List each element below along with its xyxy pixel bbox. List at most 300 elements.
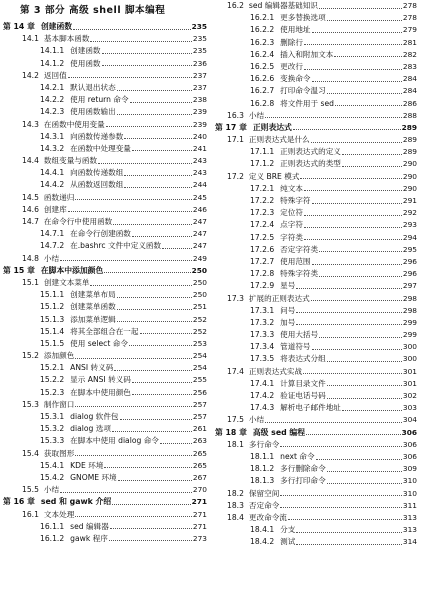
toc-dot-leader	[265, 111, 402, 118]
toc-entry-number: 16.2.7	[250, 86, 275, 96]
toc-entry-page: 257	[192, 412, 207, 421]
toc-entry-title: 定位符	[280, 208, 303, 218]
toc-entry-page: 288	[402, 110, 417, 120]
toc-entry-page: 246	[192, 204, 207, 214]
toc-dot-leader	[296, 526, 402, 533]
toc-entry-title: 多行命令	[248, 439, 280, 449]
toc-entry-title: sed 编辑器	[70, 521, 109, 531]
toc-section-row	[3, 253, 207, 265]
toc-section-row	[215, 110, 417, 122]
toc-entry-page: 290	[402, 159, 417, 169]
toc-section-row	[3, 155, 207, 167]
part-title: 第 3 部分 高级 shell 脚本编程	[20, 5, 166, 16]
toc-dot-leader	[312, 26, 402, 33]
toc-entry-title: 使用 return 命令	[70, 95, 129, 105]
toc-entry-page: 297	[402, 281, 417, 291]
toc-section-row	[215, 512, 417, 524]
toc-right-column	[215, 0, 417, 548]
toc-entry-number: 17.1.1	[250, 147, 275, 157]
toc-entry-title: 多行打印命令	[280, 476, 326, 486]
toc-entry-number: 16.1.1	[40, 521, 65, 531]
toc-entry-page: 281	[402, 37, 417, 47]
toc-dot-leader	[327, 392, 402, 399]
toc-subsection-row	[215, 353, 417, 365]
toc-entry-title: 小结	[43, 485, 60, 495]
toc-dot-leader	[68, 205, 192, 212]
toc-entry-number: 18.1.2	[250, 464, 275, 474]
toc-entry-title: 更改命令流	[248, 512, 287, 522]
toc-entry-title: 小结	[248, 415, 265, 425]
toc-entry-title: GNOME 环境	[70, 472, 117, 482]
toc-chapter-row	[3, 496, 207, 508]
toc-entry-number: 17.4.3	[250, 403, 275, 413]
toc-entry-title: 数组变量与函数	[43, 156, 98, 166]
toc-entry-page: 289	[402, 147, 417, 157]
toc-entry-number: 18.1	[227, 439, 244, 449]
toc-entry-title: 正则表达式实战	[248, 366, 303, 376]
toc-entry-number: 15.1.2	[40, 302, 65, 312]
toc-subsection-row	[3, 435, 207, 447]
toc-dot-leader	[110, 522, 192, 529]
toc-dot-leader	[98, 157, 192, 164]
toc-dot-leader	[306, 428, 401, 435]
toc-entry-title: 在脚本中使用颜色	[70, 387, 131, 397]
toc-entry-page: 299	[402, 330, 417, 340]
toc-dot-leader	[300, 172, 401, 179]
toc-section-row	[215, 293, 417, 305]
toc-entry-number: 18.4.1	[250, 525, 275, 535]
toc-subsection-row	[215, 378, 417, 390]
toc-section-row	[3, 119, 207, 131]
toc-entry-number: 17.3	[227, 293, 244, 303]
toc-dot-leader	[303, 367, 402, 374]
toc-entry-title: sed 和 gawk 介绍	[40, 497, 112, 507]
toc-dot-leader	[293, 123, 401, 130]
toc-entry-number: 16.1.2	[40, 533, 65, 543]
toc-right-list	[215, 0, 417, 548]
toc-entry-number: 17.2.4	[250, 220, 275, 230]
toc-entry-page: 235	[192, 46, 207, 56]
toc-subsection-row	[3, 240, 207, 252]
toc-entry-number: 第 18 章	[215, 427, 247, 437]
toc-section-row	[3, 350, 207, 362]
toc-entry-page: 278	[402, 1, 417, 10]
toc-subsection-row	[3, 143, 207, 155]
toc-subsection-row	[215, 463, 417, 475]
toc-entry-title: 否定命令	[248, 500, 280, 510]
toc-entry-page: 298	[402, 293, 417, 303]
toc-dot-leader	[75, 193, 192, 200]
toc-entry-number: 17.2.9	[250, 281, 275, 291]
toc-dot-leader	[334, 50, 402, 57]
toc-section-row	[215, 366, 417, 378]
toc-entry-title: 添加菜单逻辑	[70, 314, 116, 324]
toc-entry-page: 237	[192, 70, 207, 80]
toc-entry-page: 247	[192, 217, 207, 226]
toc-entry-page: 291	[402, 196, 417, 205]
toc-subsection-row	[3, 387, 207, 399]
toc-dot-leader	[319, 331, 402, 338]
toc-entry-page: 252	[192, 314, 207, 324]
toc-entry-page: 306	[401, 427, 417, 437]
toc-dot-leader	[118, 474, 192, 481]
toc-entry-number: 17.2.1	[250, 183, 275, 193]
toc-section-row	[215, 488, 417, 500]
toc-entry-page: 306	[402, 439, 417, 449]
toc-subsection-row	[215, 98, 417, 110]
toc-entry-title: gawk 程序	[70, 533, 108, 543]
toc-subsection-row	[3, 167, 207, 179]
toc-dot-leader	[124, 132, 192, 139]
toc-entry-number: 17.4.1	[250, 378, 275, 388]
toc-entry-page: 311	[402, 500, 417, 510]
toc-entry-page: 271	[192, 509, 207, 519]
toc-entry-title: 基本脚本函数	[43, 34, 90, 44]
toc-dot-leader	[90, 279, 191, 286]
toc-dot-leader	[312, 197, 402, 204]
toc-entry-number: 15.2	[22, 351, 39, 361]
toc-entry-number: 17.2.2	[250, 196, 275, 205]
toc-subsection-row	[3, 131, 207, 143]
toc-section-row	[215, 0, 417, 12]
toc-dot-leader	[312, 75, 402, 82]
toc-dot-leader	[304, 221, 402, 228]
toc-dot-leader	[327, 465, 402, 472]
toc-subsection-row	[3, 94, 207, 106]
toc-subsection-row	[3, 228, 207, 240]
toc-entry-number: 17.2	[227, 171, 244, 181]
toc-left-list	[3, 21, 207, 545]
toc-entry-title: 将表达式分组	[280, 354, 326, 364]
toc-dot-leader	[304, 209, 402, 216]
toc-entry-page: 254	[192, 351, 207, 361]
toc-entry-title: 添加颜色	[43, 351, 75, 361]
toc-entry-page: 284	[402, 86, 417, 96]
toc-entry-page: 257	[192, 399, 207, 409]
toc-entry-title: 删除行	[280, 37, 303, 47]
toc-entry-number: 14.1	[22, 34, 39, 44]
toc-entry-number: 18.4	[227, 512, 244, 522]
toc-entry-title: 变换命令	[280, 74, 311, 84]
toc-entry-title: 问号	[280, 305, 296, 315]
toc-entry-number: 17.2.5	[250, 232, 275, 242]
toc-entry-page: 289	[402, 135, 417, 145]
toc-dot-leader	[90, 35, 191, 42]
toc-subsection-row	[215, 146, 417, 158]
toc-section-row	[3, 448, 207, 460]
toc-entry-title: 星号	[280, 281, 296, 291]
toc-section-row	[3, 509, 207, 521]
toc-dot-leader	[296, 318, 402, 325]
toc-entry-page: 236	[192, 58, 207, 68]
toc-dot-leader	[327, 477, 402, 484]
toc-entry-page: 252	[192, 326, 207, 336]
toc-entry-page: 241	[192, 143, 207, 153]
toc-entry-title: 特殊字符	[280, 196, 311, 205]
toc-dot-leader	[319, 270, 402, 277]
toc-entry-page: 303	[402, 403, 417, 413]
toc-dot-leader	[327, 87, 402, 94]
toc-entry-title: 纯文本	[280, 183, 303, 193]
toc-subsection-row	[215, 183, 417, 195]
toc-entry-title: 函数递归	[43, 192, 75, 202]
toc-entry-page: 250	[192, 290, 207, 300]
toc-dot-leader	[316, 453, 402, 460]
toc-entry-page: 239	[192, 107, 207, 117]
toc-entry-page: 267	[192, 472, 207, 482]
toc-entry-page: 292	[402, 208, 417, 218]
toc-dot-leader	[120, 413, 192, 420]
toc-entry-title: 计算目录文件	[280, 378, 326, 388]
toc-dot-leader	[304, 38, 402, 45]
toc-dot-leader	[280, 501, 402, 508]
toc-entry-title: next 命令	[280, 451, 315, 461]
toc-dot-leader	[311, 136, 402, 143]
toc-entry-title: 从函数返回数组	[70, 180, 124, 190]
toc-entry-title: 使用 select 命令	[70, 338, 128, 348]
toc-dot-leader	[117, 84, 192, 91]
toc-left-column	[3, 0, 207, 545]
toc-subsection-row	[215, 244, 417, 256]
toc-entry-title: 显示 ANSI 转义码	[70, 375, 131, 385]
toc-entry-page: 301	[402, 366, 417, 376]
toc-section-row	[215, 134, 417, 146]
toc-dot-leader	[280, 489, 402, 496]
toc-entry-title: 在命令行中使用函数	[43, 217, 113, 226]
toc-dot-leader	[304, 63, 402, 70]
toc-entry-title: 否定字符类	[280, 244, 319, 254]
toc-entry-title: 默认退出状态	[70, 82, 116, 92]
toc-entry-number: 18.2	[227, 488, 244, 498]
toc-entry-number: 16.2.8	[250, 98, 275, 108]
toc-dot-leader	[132, 388, 192, 395]
toc-entry-page: 255	[192, 375, 207, 385]
toc-entry-page: 245	[192, 192, 207, 202]
toc-subsection-row	[215, 158, 417, 170]
toc-dot-leader	[296, 306, 402, 313]
toc-dot-leader	[117, 108, 192, 115]
toc-entry-page: 250	[191, 265, 207, 275]
toc-subsection-row	[3, 314, 207, 326]
toc-dot-leader	[104, 461, 192, 468]
toc-entry-title: sed 编辑器基础知识	[248, 1, 318, 10]
toc-entry-page: 309	[402, 464, 417, 474]
toc-dot-leader	[124, 169, 192, 176]
toc-entry-number: 14.7.1	[40, 229, 65, 239]
toc-entry-number: 15.4	[22, 448, 39, 458]
toc-entry-page: 301	[402, 378, 417, 388]
toc-entry-number: 16.1	[22, 509, 39, 519]
toc-dot-leader	[117, 303, 192, 310]
toc-entry-title: 点字符	[280, 220, 303, 230]
toc-entry-title: 在命令行创建函数	[70, 229, 131, 239]
toc-subsection-row	[215, 207, 417, 219]
toc-entry-number: 第 16 章	[3, 497, 35, 507]
toc-entry-page: 237	[192, 82, 207, 92]
toc-entry-page: 263	[192, 436, 207, 446]
toc-entry-page: 254	[192, 363, 207, 373]
toc-subsection-row	[3, 374, 207, 386]
toc-entry-number: 14.2	[22, 70, 39, 80]
toc-section-row	[3, 277, 207, 289]
toc-entry-number: 17.2.8	[250, 269, 275, 279]
toc-entry-number: 17.2.3	[250, 208, 275, 218]
toc-entry-number: 17.4.2	[250, 391, 275, 400]
toc-entry-page: 294	[402, 232, 417, 242]
toc-dot-leader	[109, 534, 192, 541]
toc-entry-number: 15.3.2	[40, 424, 65, 434]
toc-entry-number: 14.2.2	[40, 95, 65, 105]
toc-entry-page: 306	[402, 451, 417, 461]
toc-dot-leader	[112, 425, 192, 432]
toc-entry-title: 分支	[280, 525, 296, 535]
toc-entry-number: 16.2.1	[250, 13, 275, 23]
toc-entry-title: 定义 BRE 模式	[248, 171, 300, 181]
toc-subsection-row	[3, 411, 207, 423]
toc-entry-number: 15.3.1	[40, 412, 65, 421]
toc-entry-page: 286	[402, 98, 417, 108]
toc-entry-title: 插入和附加文本	[280, 49, 334, 59]
toc-entry-number: 17.3.3	[250, 330, 275, 340]
toc-subsection-row	[3, 45, 207, 57]
toc-entry-title: 在脚本中添加颜色	[40, 265, 104, 275]
toc-chapter-row	[3, 21, 207, 33]
toc-subsection-row	[3, 472, 207, 484]
toc-subsection-row	[215, 475, 417, 487]
toc-entry-title: 使用大括号	[280, 330, 319, 340]
toc-entry-number: 14.8	[22, 253, 39, 263]
toc-dot-leader	[102, 47, 192, 54]
toc-entry-number: 14.4	[22, 156, 39, 166]
toc-entry-title: 验证电话号码	[280, 391, 326, 400]
toc-entry-title: 在函数中处理变量	[70, 143, 131, 153]
toc-entry-number: 16.2.2	[250, 25, 275, 35]
toc-dot-leader	[73, 23, 191, 30]
toc-dot-leader	[132, 376, 192, 383]
toc-subsection-row	[215, 305, 417, 317]
toc-entry-title: 制作窗口	[43, 399, 75, 409]
toc-entry-page: 265	[192, 460, 207, 470]
toc-entry-title: 保留空间	[248, 488, 280, 498]
toc-dot-leader	[327, 14, 402, 21]
toc-entry-number: 17.2.6	[250, 244, 275, 254]
toc-entry-title: 将文件用于 sed	[280, 98, 334, 108]
toc-entry-page: 283	[402, 61, 417, 71]
toc-entry-title: 正则表达式	[252, 122, 292, 132]
toc-entry-page: 296	[402, 256, 417, 266]
toc-entry-number: 15.1.5	[40, 338, 65, 348]
toc-subsection-row	[215, 73, 417, 85]
toc-entry-number: 17.3.1	[250, 305, 275, 315]
toc-dot-leader	[75, 352, 192, 359]
toc-entry-number: 16.2.5	[250, 61, 275, 71]
toc-entry-page: 251	[192, 302, 207, 312]
toc-subsection-row	[215, 280, 417, 292]
toc-entry-number: 第 14 章	[3, 22, 35, 31]
toc-section-row	[3, 192, 207, 204]
toc-dot-leader	[327, 379, 402, 386]
toc-dot-leader	[296, 282, 402, 289]
toc-entry-number: 14.1.1	[40, 46, 65, 56]
toc-entry-title: 正则表达式是什么	[248, 135, 310, 145]
toc-entry-number: 16.3	[227, 110, 244, 120]
toc-subsection-row	[215, 219, 417, 231]
toc-subsection-row	[215, 536, 417, 548]
toc-dot-leader	[160, 437, 192, 444]
toc-entry-number: 14.5	[22, 192, 39, 202]
toc-entry-page: 273	[192, 533, 207, 543]
toc-entry-title: 特殊字符类	[280, 269, 319, 279]
toc-entry-page: 295	[402, 244, 417, 254]
toc-entry-page: 279	[402, 25, 417, 35]
toc-dot-leader	[106, 120, 192, 127]
toc-entry-page: 300	[402, 342, 417, 352]
toc-entry-page: 290	[402, 171, 417, 181]
toc-entry-title: 正则表达式的类型	[280, 159, 341, 169]
toc-subsection-row	[215, 341, 417, 353]
toc-entry-number: 15.1.1	[40, 290, 65, 300]
toc-entry-page: 304	[402, 415, 417, 425]
toc-entry-title: dialog 选项	[70, 424, 111, 434]
toc-section-row	[3, 399, 207, 411]
toc-entry-title: 使用函数	[70, 58, 101, 68]
toc-subsection-row	[215, 232, 417, 244]
toc-subsection-row	[3, 423, 207, 435]
toc-dot-leader	[132, 144, 192, 151]
toc-entry-page: 313	[402, 512, 417, 522]
toc-entry-number: 18.4.2	[250, 537, 275, 547]
toc-entry-number: 18.3	[227, 500, 244, 510]
toc-entry-title: 加号	[280, 317, 296, 327]
toc-entry-number: 18.1.3	[250, 476, 275, 486]
toc-entry-page: 271	[192, 521, 207, 531]
toc-section-row	[3, 484, 207, 496]
toc-dot-leader	[342, 160, 402, 167]
toc-entry-title: 创建菜单布局	[70, 290, 116, 300]
toc-entry-number: 14.2.1	[40, 82, 65, 92]
toc-entry-number: 17.5	[227, 415, 244, 425]
toc-entry-page: 313	[402, 525, 417, 535]
toc-entry-number: 15.5	[22, 485, 39, 495]
toc-dot-leader	[112, 498, 190, 505]
toc-entry-title: 创建库	[43, 204, 67, 214]
toc-entry-number: 17.2.7	[250, 256, 275, 266]
toc-dot-leader	[132, 230, 192, 237]
toc-entry-title: ANSI 转义码	[70, 363, 114, 373]
toc-dot-leader	[75, 400, 192, 407]
toc-dot-leader	[130, 96, 192, 103]
toc-subsection-row	[215, 195, 417, 207]
toc-dot-leader	[75, 449, 192, 456]
toc-entry-page: 302	[402, 391, 417, 400]
toc-entry-number: 17.1.2	[250, 159, 275, 169]
toc-entry-number: 16.2.3	[250, 37, 275, 47]
toc-entry-page: 282	[402, 49, 417, 59]
toc-entry-number: 16.2.6	[250, 74, 275, 84]
toc-entry-number: 15.4.1	[40, 460, 65, 470]
toc-dot-leader	[129, 339, 192, 346]
toc-entry-title: 字符类	[280, 232, 303, 242]
toc-entry-number: 14.3.1	[40, 131, 65, 141]
toc-entry-title: 打印命令温习	[280, 86, 326, 96]
toc-entry-number: 14.2.3	[40, 107, 65, 117]
toc-entry-number: 14.4.2	[40, 180, 65, 190]
toc-section-row	[215, 439, 417, 451]
toc-dot-leader	[335, 99, 402, 106]
toc-entry-number: 14.7	[22, 217, 39, 226]
toc-entry-title: 多行删除命令	[280, 464, 326, 474]
toc-subsection-row	[215, 24, 417, 36]
